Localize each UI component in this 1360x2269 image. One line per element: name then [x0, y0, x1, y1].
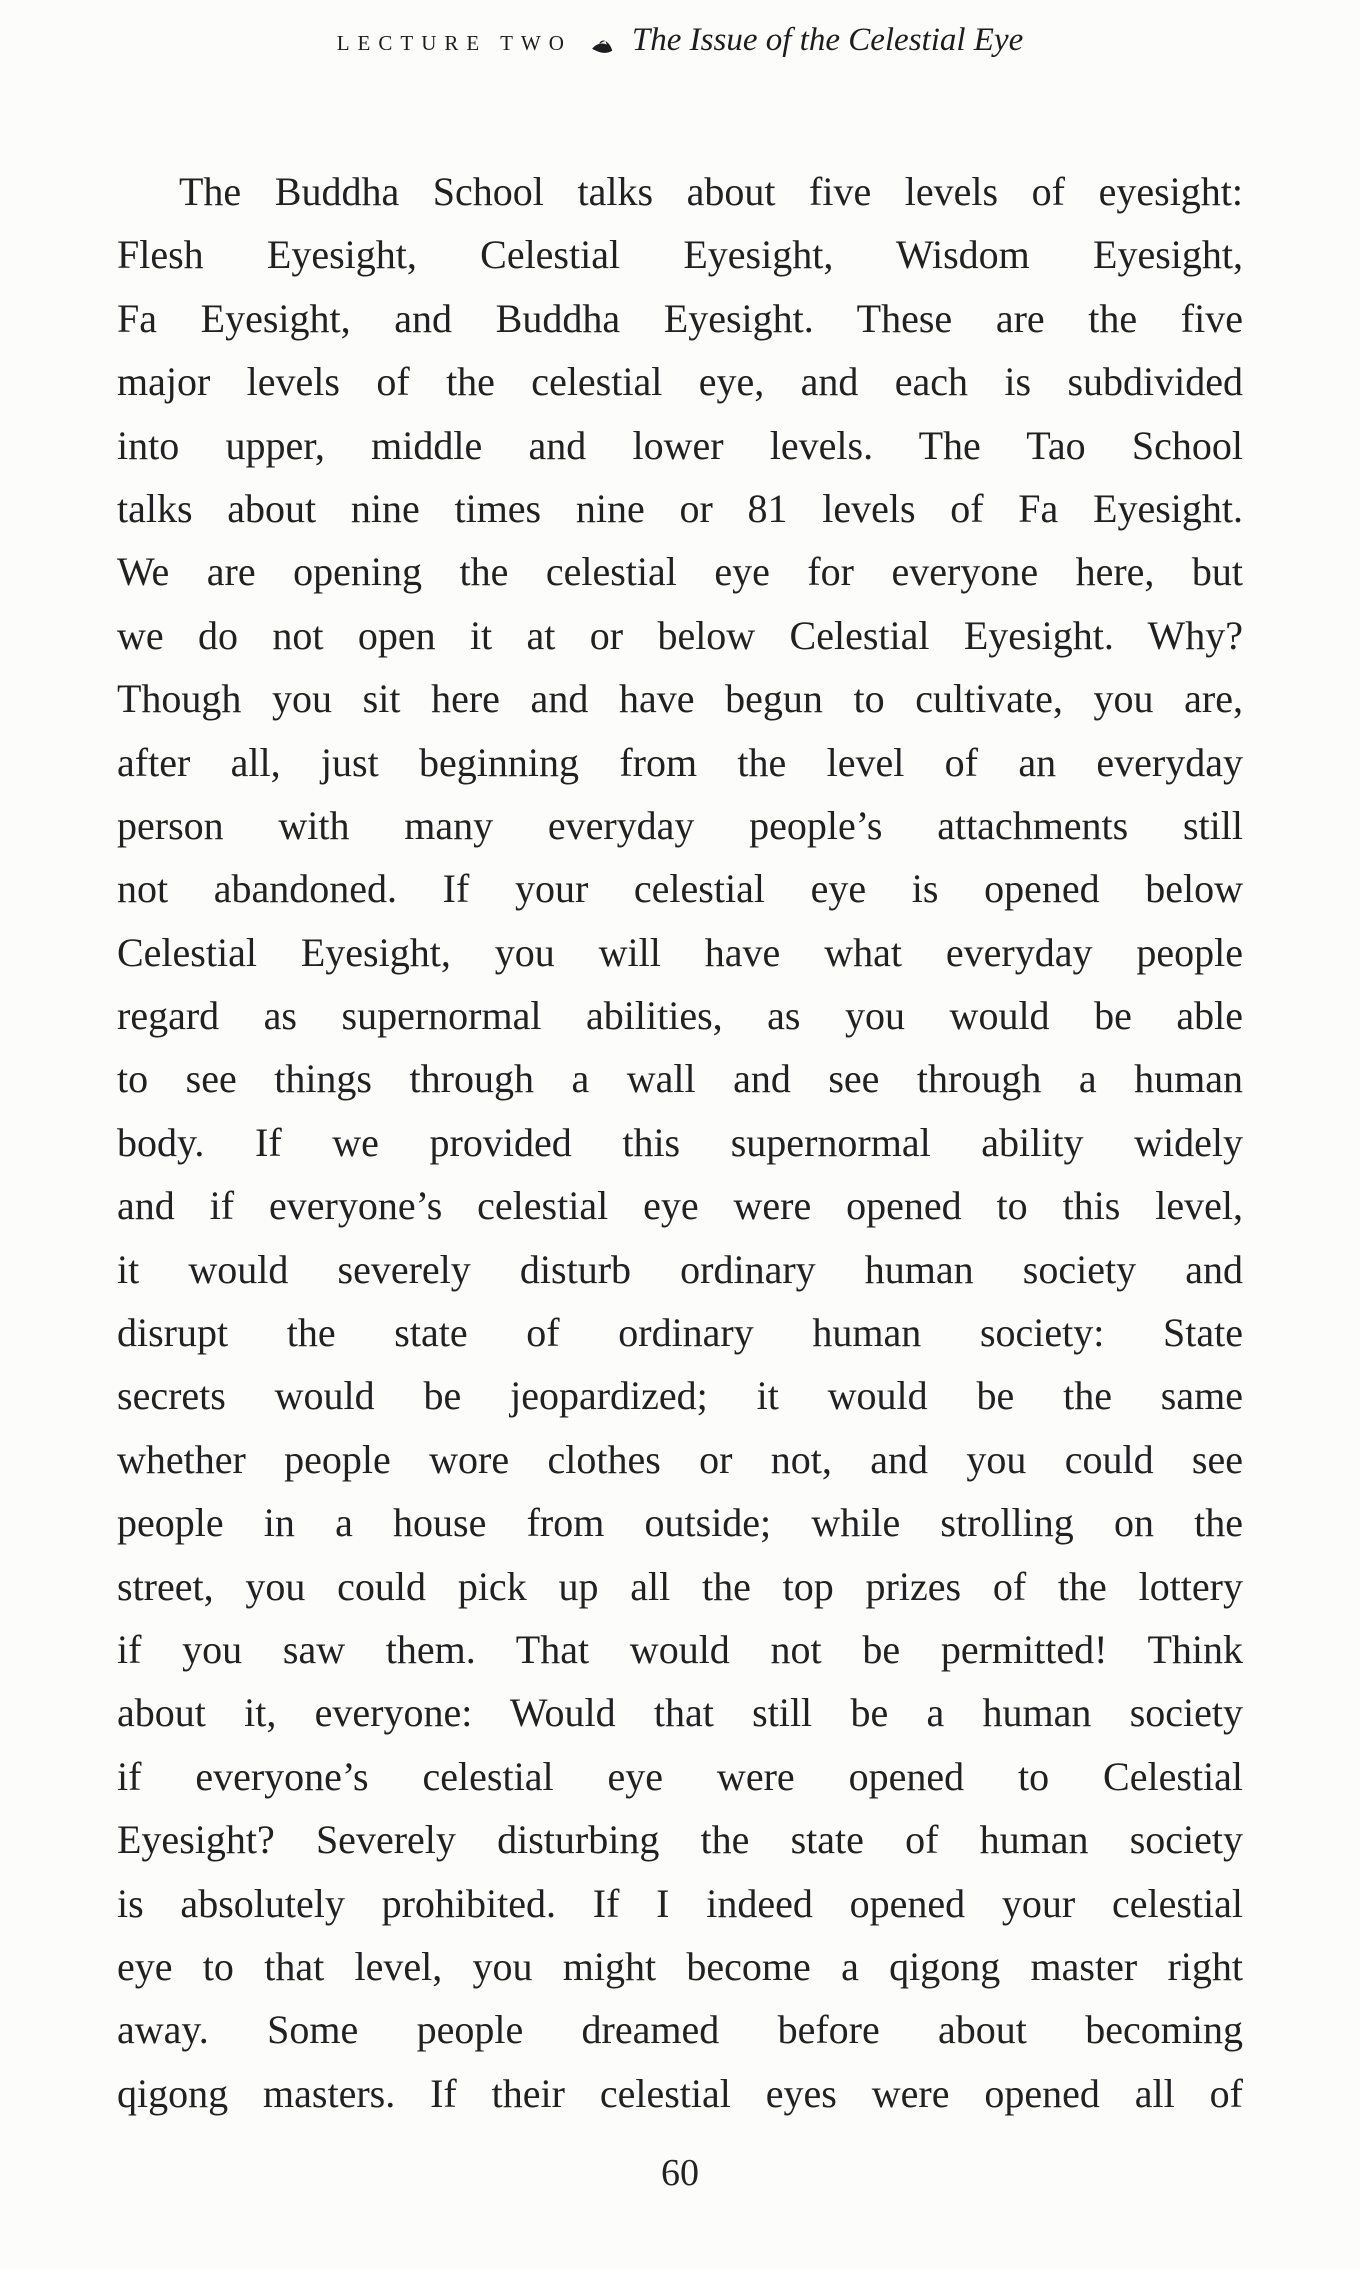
text-line: talks about nine times nine or 81 levels of Fa Eyesight.	[117, 485, 1243, 531]
text-line: secrets would be jeopardized; it would be the same	[117, 1373, 1243, 1419]
running-header	[0, 22, 1360, 64]
text-line: is absolutely prohibited. If I indeed opened your celestial	[117, 1880, 1243, 1926]
text-line: about it, everyone: Would that still be a human society	[117, 1690, 1243, 1736]
text-line: into upper, middle and lower levels. The Tao School	[117, 422, 1243, 468]
text-line: major levels of the celestial eye, and each is subdivided	[117, 359, 1243, 405]
text-line: people in a house from outside; while strolling on the	[117, 1500, 1243, 1546]
text-line: Flesh Eyesight, Celestial Eyesight, Wisdom Eyesight,	[117, 232, 1243, 278]
text-line: Fa Eyesight, and Buddha Eyesight. These are the five	[117, 295, 1243, 341]
page-number: 60	[661, 2152, 699, 2195]
book-page	[0, 22, 1360, 2269]
text-line: disrupt the state of ordinary human society: State	[117, 1310, 1243, 1356]
text-line: if you saw them. That would not be permitted! Think	[117, 1626, 1243, 1672]
text-line: qigong masters. If their celestial eyes were opened all of	[117, 2070, 1243, 2116]
text-line: whether people wore clothes or not, and you could see	[117, 1436, 1243, 1482]
text-line: not abandoned. If your celestial eye is opened below	[117, 866, 1243, 912]
text-line: after all, just beginning from the level of an everyday	[117, 739, 1243, 785]
leaf-fleuron-icon	[590, 36, 614, 58]
text-line: eye to that level, you might become a qigong master right	[117, 1943, 1243, 1989]
text-line: away. Some people dreamed before about becoming	[117, 2007, 1243, 2053]
body-text	[117, 160, 1243, 2125]
text-line: if everyone’s celestial eye were opened to Celestial	[117, 1753, 1243, 1799]
text-line: we do not open it at or below Celestial Eyesight. Why?	[117, 612, 1243, 658]
text-line: The Buddha School talks about five levels of eyesight:	[179, 169, 1243, 214]
text-line: street, you could pick up all the top prizes of the lottery	[117, 1563, 1243, 1609]
chapter-title: The Issue of the Celestial Eye	[631, 22, 1024, 58]
text-line: We are opening the celestial eye for everyone here, but	[117, 549, 1243, 595]
text-line: Eyesight? Severely disturbing the state of human society	[117, 1817, 1243, 1863]
text-line: to see things through a wall and see through a human	[117, 1056, 1243, 1102]
text-line: Though you sit here and have begun to cultivate, you are,	[117, 676, 1243, 722]
text-line: body. If we provided this supernormal ability widely	[117, 1119, 1243, 1165]
text-line: it would severely disturb ordinary human society and	[117, 1246, 1243, 1292]
text-line: Celestial Eyesight, you will have what everyday people	[117, 929, 1243, 975]
text-line: and if everyone’s celestial eye were opened to this level,	[117, 1183, 1243, 1229]
text-line: person with many everyday people’s attachments still	[117, 802, 1243, 848]
lecture-label: LECTURE TWO	[336, 31, 572, 55]
text-line: regard as supernormal abilities, as you would be able	[117, 993, 1243, 1039]
